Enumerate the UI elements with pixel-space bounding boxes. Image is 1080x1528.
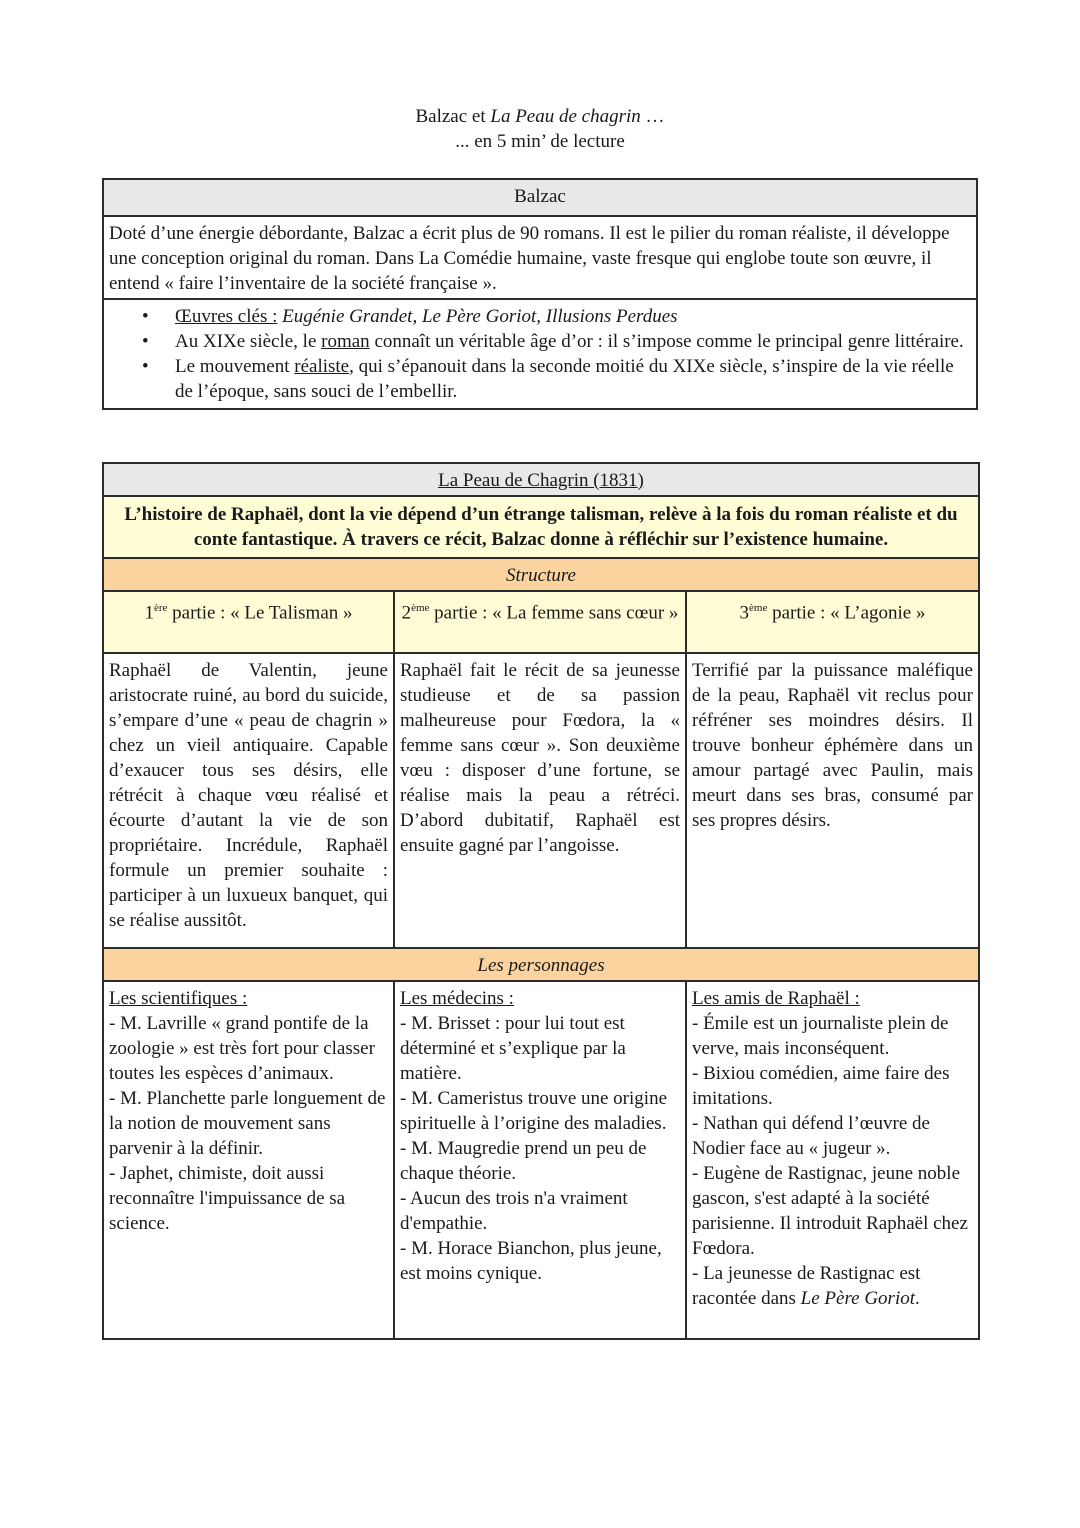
part-3-num: 3 — [739, 602, 750, 624]
bullet-roman — [175, 329, 971, 354]
character-entry: - Bixiou comédien, aime faire des imitations. — [692, 1063, 950, 1109]
group-scientists — [103, 981, 394, 1339]
part-1-num: 1 — [144, 602, 154, 624]
part-2-header — [394, 591, 686, 653]
character-entry: - M. Lavrille « grand pontife de la zoologie » est très fort pour classer toutes les espèces d’animaux. — [109, 1013, 375, 1084]
works-label: Œuvres clés : — [175, 306, 278, 327]
book-table — [102, 462, 980, 1340]
characters-header: Les personnages — [103, 948, 979, 981]
part-2-description: Raphaël fait le récit de sa jeunesse studieuse et de sa passion malheureuse pour Fœdora, la « femme sans cœur ». Son deuxième vœu : disposer d’une fortune, se réalise mais la peau a rétréci. D’abord dubitatif, Raphaël est ensuite gagné par l’angoisse. — [394, 653, 686, 948]
character-entry: - M. Brisset : pour lui tout est déterminé et s’explique par la matière. — [400, 1013, 626, 1084]
bullet-realisme — [175, 354, 971, 404]
part-2-label: partie : « La femme sans cœur » — [429, 602, 679, 624]
character-entry: - Eugène de Rastignac, jeune noble gascon, s'est adapté à la société parisienne. Il introduit Raphaël chez Fœdora. — [692, 1163, 968, 1259]
part-1-sup: ère — [153, 602, 168, 614]
bullet2-pre: Au XIXe siècle, le — [175, 331, 322, 352]
part-1-description: Raphaël de Valentin, jeune aristocrate ruiné, au bord du suicide, s’empare d’une « peau de chagrin » chez un vieil antiquaire. Capable d’exaucer tous ses désirs, elle rétrécit à chaque vœu réalisé et écourte d’autant la vie de son propriétaire. Incrédule, Raphaël formule un premier souhaite : participer à un luxueux banquet, qui se réalise aussitôt. — [103, 653, 394, 948]
realiste-term: réaliste — [294, 356, 350, 377]
page-title — [0, 104, 1080, 154]
works-list: Eugénie Grandet, Le Père Goriot, Illusions Perdues — [282, 306, 678, 327]
book-summary: L’histoire de Raphaël, dont la vie dépend d’un étrange talisman, relève à la fois du roman réaliste et du conte fantastique. À travers ce récit, Balzac donne à réfléchir sur l’existence humaine. — [103, 496, 979, 558]
title-suffix: … — [640, 106, 665, 127]
bullet3-post: , qui s’épanouit dans la seconde moitié du XIXe siècle, s’inspire de la vie réelle de l’époque, sans souci de l’embellir. — [175, 356, 954, 402]
title-line-2: ... en 5 min’ de lecture — [455, 131, 625, 152]
title-book: La Peau de chagrin — [490, 106, 641, 127]
part-3-header — [686, 591, 979, 653]
group-friends — [686, 981, 979, 1339]
part-1-header — [103, 591, 394, 653]
part-2-num: 2 — [401, 602, 412, 624]
bullet3-pre: Le mouvement — [175, 356, 295, 377]
bullet2-post: connaît un véritable âge d’or : il s’impose comme le principal genre littéraire. — [369, 331, 964, 352]
rastignac-pre: - La jeunesse de Rastignac est racontée dans — [692, 1263, 921, 1309]
character-entry: - Émile est un journaliste plein de verve, mais inconséquent. — [692, 1013, 949, 1059]
book-title: La Peau de Chagrin (1831) — [438, 470, 644, 491]
part-2-sup: ème — [411, 602, 430, 614]
character-entry: - M. Maugredie prend un peu de chaque théorie. — [400, 1138, 647, 1184]
balzac-bio: Doté d’une énergie débordante, Balzac a écrit plus de 90 romans. Il est le pilier du roman réaliste, il développe une conception original du roman. Dans La Comédie humaine, vaste fresque qui englobe toute son œuvre, il entend « faire l’inventaire de la société française ». — [103, 216, 977, 299]
balzac-table — [102, 178, 978, 410]
group-doctors-title: Les médecins : — [400, 988, 514, 1009]
character-entry: - M. Cameristus trouve une origine spirituelle à l’origine des maladies. — [400, 1088, 668, 1134]
character-entry: - Aucun des trois n'a vraiment d'empathie. — [400, 1188, 628, 1234]
character-entry — [692, 1261, 973, 1311]
character-entry: - Japhet, chimiste, doit aussi reconnaître l'impuissance de sa science. — [109, 1163, 346, 1234]
roman-term: roman — [321, 331, 370, 352]
group-friends-title: Les amis de Raphaël : — [692, 988, 860, 1009]
part-3-description: Terrifié par la puissance maléfique de la peau, Raphaël vit reclus pour réfréner ses moindres désirs. Il trouve bonheur éphémère dans un amour partagé avec Paulin, mais meurt dans ses bras, consumé par ses propres désirs. — [686, 653, 979, 948]
part-3-sup: ème — [749, 602, 768, 614]
character-entry: - M. Horace Bianchon, plus jeune, est moins cynique. — [400, 1238, 662, 1284]
rastignac-post: . — [915, 1288, 920, 1309]
group-doctors — [394, 981, 686, 1339]
title-prefix: Balzac et — [415, 106, 491, 127]
part-3-label: partie : « L’agonie » — [767, 602, 926, 624]
title-line-1 — [0, 104, 1080, 129]
part-1-label: partie : « Le Talisman » — [167, 602, 353, 624]
group-scientists-title: Les scientifiques : — [109, 988, 248, 1009]
structure-header: Structure — [103, 558, 979, 591]
balzac-header: Balzac — [103, 179, 977, 216]
book-header — [103, 463, 979, 496]
balzac-bullets — [103, 299, 977, 409]
character-entry: - M. Planchette parle longuement de la notion de mouvement sans parvenir à la définir. — [109, 1088, 386, 1159]
rastignac-book: Le Père Goriot — [800, 1288, 916, 1309]
character-entry: - Nathan qui défend l’œuvre de Nodier face au « jugeur ». — [692, 1113, 930, 1159]
bullet-works — [175, 304, 971, 329]
